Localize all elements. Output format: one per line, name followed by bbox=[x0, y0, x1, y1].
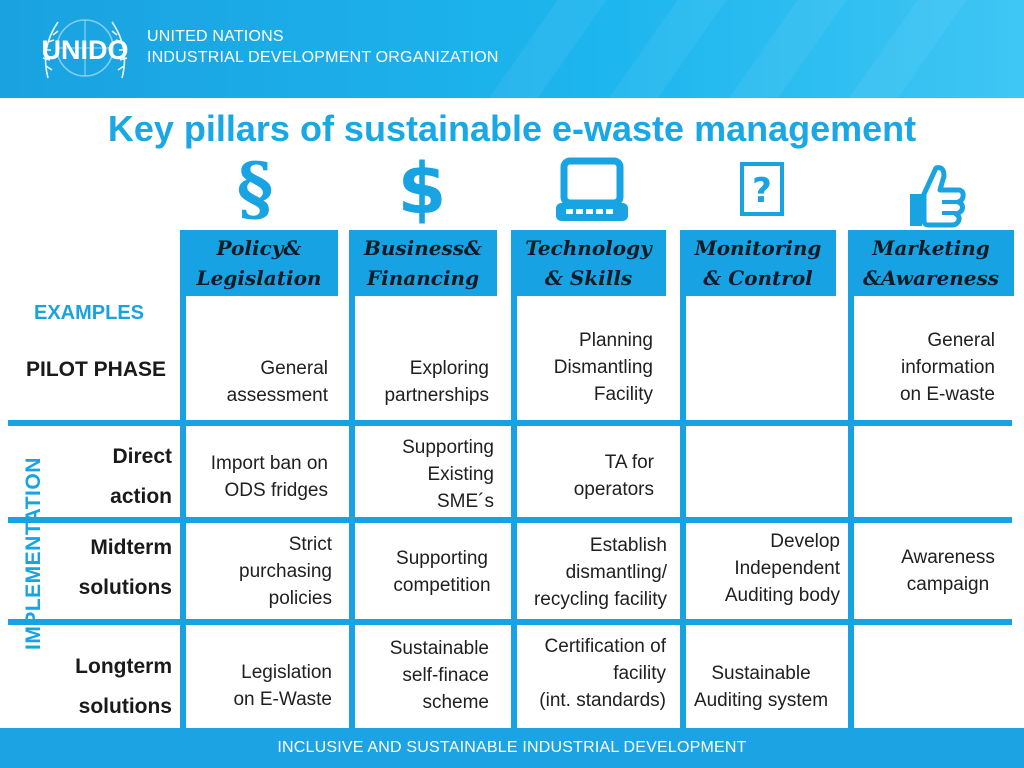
column-header-line: &Awareness bbox=[863, 266, 999, 290]
cell-pilot-technology: Planning Dismantling Facility bbox=[553, 330, 653, 405]
svg-text:?: ? bbox=[752, 171, 772, 211]
row-divider bbox=[8, 517, 1012, 523]
cell-pilot-business: Exploring partnerships bbox=[384, 358, 489, 406]
cell-pilot-policy: General assessment bbox=[226, 358, 328, 406]
cell-longterm-policy: Legislation on E-Waste bbox=[233, 662, 332, 710]
cell-midterm-monitoring: Develop Independent Auditing body bbox=[724, 531, 840, 606]
org-line-1: UNITED NATIONS bbox=[147, 28, 284, 45]
direct-action-label-1: Direct bbox=[112, 445, 172, 468]
row-divider bbox=[8, 619, 1012, 625]
longterm-label-2: solutions bbox=[78, 695, 172, 718]
laptop-icon bbox=[552, 155, 632, 225]
row-divider bbox=[8, 420, 1012, 426]
cell-pilot-marketing: General information on E-waste bbox=[899, 330, 995, 405]
footer-bar bbox=[0, 728, 1024, 768]
cell-direct-policy: Import ban on ODS fridges bbox=[210, 453, 328, 501]
cell-longterm-business: Sustainable self-finace scheme bbox=[389, 638, 489, 713]
footer-text: INCLUSIVE AND SUSTAINABLE INDUSTRIAL DEVELOPMENT bbox=[277, 739, 747, 756]
page-title: Key pillars of sustainable e-waste management bbox=[107, 108, 917, 149]
midterm-label-1: Midterm bbox=[90, 536, 172, 559]
unido-logo bbox=[38, 8, 132, 90]
column-header-monitoring bbox=[680, 230, 836, 296]
cell-longterm-monitoring: Sustainable Auditing system bbox=[693, 663, 829, 711]
column-header-line: Business& bbox=[363, 236, 483, 260]
pilot-phase-label: PILOT PHASE bbox=[26, 358, 167, 381]
column-header-marketing bbox=[848, 230, 1014, 296]
column-divider bbox=[349, 296, 355, 728]
cell-direct-technology: TA for operators bbox=[573, 452, 654, 500]
header-banner bbox=[0, 0, 1024, 98]
cell-midterm-policy: Strict purchasing policies bbox=[239, 534, 332, 609]
organization-name bbox=[147, 26, 499, 68]
dollar-icon: $ bbox=[397, 148, 447, 230]
longterm-label-1: Longterm bbox=[75, 655, 172, 678]
direct-action-label-2: action bbox=[110, 485, 172, 508]
column-header-line: & Skills bbox=[544, 266, 633, 290]
column-header-line: Technology bbox=[525, 236, 652, 260]
column-header-line: Marketing bbox=[872, 236, 990, 260]
examples-label: EXAMPLES bbox=[34, 302, 145, 324]
column-header-line: & Control bbox=[703, 266, 813, 290]
column-header-line: Policy& bbox=[216, 236, 302, 260]
thumbs-up-icon bbox=[898, 160, 968, 230]
cell-direct-business: Supporting Existing SME´s bbox=[402, 437, 494, 512]
column-header-policy bbox=[180, 230, 338, 296]
column-divider bbox=[848, 296, 854, 728]
midterm-label-2: solutions bbox=[78, 576, 172, 599]
question-box-icon bbox=[738, 160, 796, 218]
column-divider bbox=[180, 296, 186, 728]
column-header-technology bbox=[511, 230, 666, 296]
column-divider bbox=[680, 296, 686, 728]
cell-longterm-technology: Certification of facility (int. standards) bbox=[539, 636, 666, 711]
column-header-line: Monitoring bbox=[694, 236, 822, 260]
implementation-label: IMPLEMENTATION bbox=[22, 457, 45, 650]
section-sign-icon: § bbox=[236, 147, 274, 230]
column-header-line: Financing bbox=[366, 266, 480, 290]
cell-midterm-technology: Establish dismantling/ recycling facility bbox=[533, 535, 667, 610]
org-line-2: INDUSTRIAL DEVELOPMENT ORGANIZATION bbox=[147, 49, 499, 66]
logo-text: UNIDO bbox=[41, 35, 129, 65]
column-header-line: Legislation bbox=[196, 266, 322, 290]
cell-midterm-marketing: Awareness campaign bbox=[901, 547, 995, 595]
column-header-business bbox=[349, 230, 497, 296]
cell-midterm-business: Supporting competition bbox=[393, 548, 491, 596]
